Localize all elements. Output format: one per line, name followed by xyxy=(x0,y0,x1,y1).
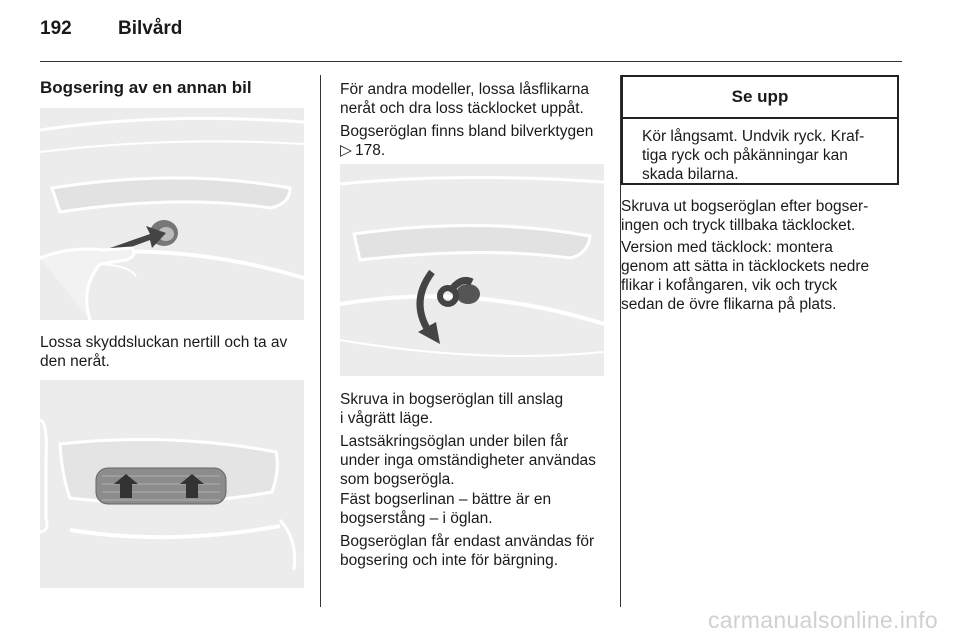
paragraph: Fäst bogserlinan – bättre är en bogserstång – i öglan. xyxy=(340,491,552,527)
paragraph: Version med täcklock: montera genom att sätta in täcklockets nedre flikar i kofångaren, vik och tryck sedan de övre flikarna på plats. xyxy=(621,239,870,313)
page-number: 192 xyxy=(40,18,72,39)
paragraph: För andra modeller, lossa låsflikarna neråt och dra loss täcklocket uppåt. xyxy=(340,81,589,117)
reference-arrow-icon: ▷ xyxy=(340,142,352,159)
column-divider xyxy=(320,75,321,607)
figure-cover-release xyxy=(40,380,304,588)
warning-text: Kör långsamt. Undvik ryck. Kraf- tiga ryck och påkänningar kan skada bilarna. xyxy=(642,128,865,183)
paragraph: Bogseröglan får endast användas för bogsering och inte för bärgning. xyxy=(340,533,595,569)
watermark: carmanualsonline.info xyxy=(707,607,938,633)
page-title: Bilvård xyxy=(118,18,183,39)
paragraph: Bogseröglan finns bland bilverktygen ▷ 178. xyxy=(340,123,594,159)
section-heading: Bogsering av en annan bil xyxy=(40,78,252,97)
header-rule xyxy=(40,61,902,62)
paragraph: Lastsäkringsöglan under bilen får under inga omständigheter användas som bogserögla. xyxy=(340,433,596,488)
warning-title: Se upp xyxy=(623,77,897,119)
figure-cover-removal xyxy=(40,108,304,320)
paragraph: Skruva ut bogseröglan efter bogser- ingen och tryck tillbaka täcklocket. xyxy=(621,198,869,234)
warning-box xyxy=(621,75,899,185)
figure-caption: Lossa skyddsluckan nertill och ta av den neråt. xyxy=(40,334,288,370)
paragraph: Skruva in bogseröglan till anslag i vågrätt läge. xyxy=(340,391,564,427)
figure-tow-eye xyxy=(340,164,604,376)
